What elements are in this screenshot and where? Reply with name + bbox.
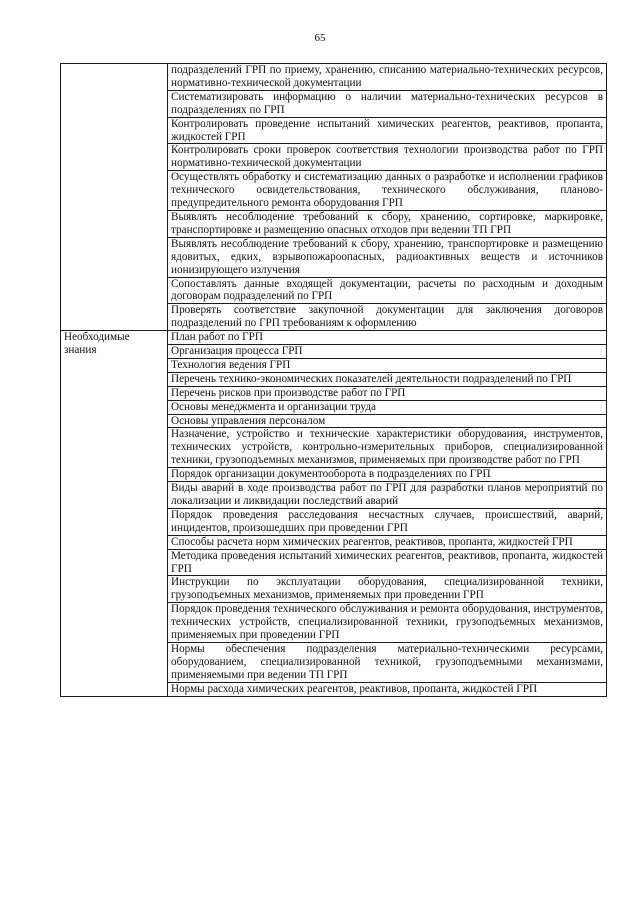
table-cell: Порядок проведения технического обслуживания и ремонта оборудования, инструментов, технических устройств, специализированной техники, грузоподъемных механизмов, применяемых при проведении ГРП	[168, 603, 607, 643]
table-cell: Перечень рисков при производстве работ по ГРП	[168, 386, 607, 400]
requirements-table	[60, 63, 607, 697]
table-cell: Проверять соответствие закупочной документации для заключения договоров подразделений по ГРП требованиям к оформлению	[168, 304, 607, 331]
table-cell: Инструкции по эксплуатации оборудования, специализированной техники, грузоподъемных механизмов, применяемых при проведении ГРП	[168, 576, 607, 603]
table-row	[61, 64, 607, 91]
table-cell: Перечень технико-экономических показателей деятельности подразделений по ГРП	[168, 372, 607, 386]
table-cell: План работ по ГРП	[168, 331, 607, 345]
table-cell: Технология ведения ГРП	[168, 358, 607, 372]
table-row	[61, 331, 607, 345]
table-cell: Систематизировать информацию о наличии материально-технических ресурсов в подразделениях по ГРП	[168, 90, 607, 117]
table-cell: Порядок проведения расследования несчастных случаев, происшествий, аварий, инцидентов, произошедших при проведении ГРП	[168, 508, 607, 535]
table-cell: Нормы расхода химических реагентов, реактивов, пропанта, жидкостей ГРП	[168, 682, 607, 696]
table-cell: Организация процесса ГРП	[168, 345, 607, 359]
table-cell: Осуществлять обработку и систематизацию данных о разработке и исполнении графиков технического освидетельствования, технического обслуживания, планово-предупредительного ремонта оборудования ГРП	[168, 171, 607, 211]
table-cell: Способы расчета норм химических реагентов, реактивов, пропанта, жидкостей ГРП	[168, 535, 607, 549]
table-cell: Выявлять несоблюдение требований к сбору, хранению, транспортировке и размещению ядовитых, едких, взрывопожароопасных, радиоактивных веществ и источников ионизирующего излучения	[168, 237, 607, 277]
table-cell: Основы менеджмента и организации труда	[168, 400, 607, 414]
table-cell: Основы управления персоналом	[168, 414, 607, 428]
table-cell: Сопоставлять данные входящей документации, расчеты по расходным и доходным договорам подразделений по ГРП	[168, 277, 607, 304]
table-cell: подразделений ГРП по приему, хранению, списанию материально-технических ресурсов, нормативно-технической документации	[168, 64, 607, 91]
table-cell: Контролировать проведение испытаний химических реагентов, реактивов, пропанта, жидкостей ГРП	[168, 117, 607, 144]
page-number: 65	[314, 32, 326, 44]
table-cell: Порядок организации документооборота в подразделениях по ГРП	[168, 468, 607, 482]
table-cell: Нормы обеспечения подразделения материально-техническими ресурсами, оборудованием, специализированной техникой, грузоподъемными механизмами, применяемыми при ведении ТП ГРП	[168, 642, 607, 682]
table-cell: Методика проведения испытаний химических реагентов, реактивов, пропанта, жидкостей ГРП	[168, 549, 607, 576]
table-cell: Виды аварий в ходе производства работ по ГРП для разработки планов мероприятий по локализации и ликвидации последствий аварий	[168, 482, 607, 509]
knowledge-label: Необходимые знания	[61, 331, 168, 696]
table-cell: Выявлять несоблюдение требований к сбору, хранению, сортировке, маркировке, транспортировке и размещению опасных отходов при ведении ТП ГРП	[168, 210, 607, 237]
table-cell: Контролировать сроки проверок соответствия технологии производства работ по ГРП нормативно-технической документации	[168, 144, 607, 171]
table-cell: Назначение, устройство и технические характеристики оборудования, инструментов, технических устройств, контрольно-измерительных приборов, специализированной техники, грузоподъемных механизмов, применяемых при производстве работ по ГРП	[168, 428, 607, 468]
empty-label-cell	[61, 64, 168, 331]
